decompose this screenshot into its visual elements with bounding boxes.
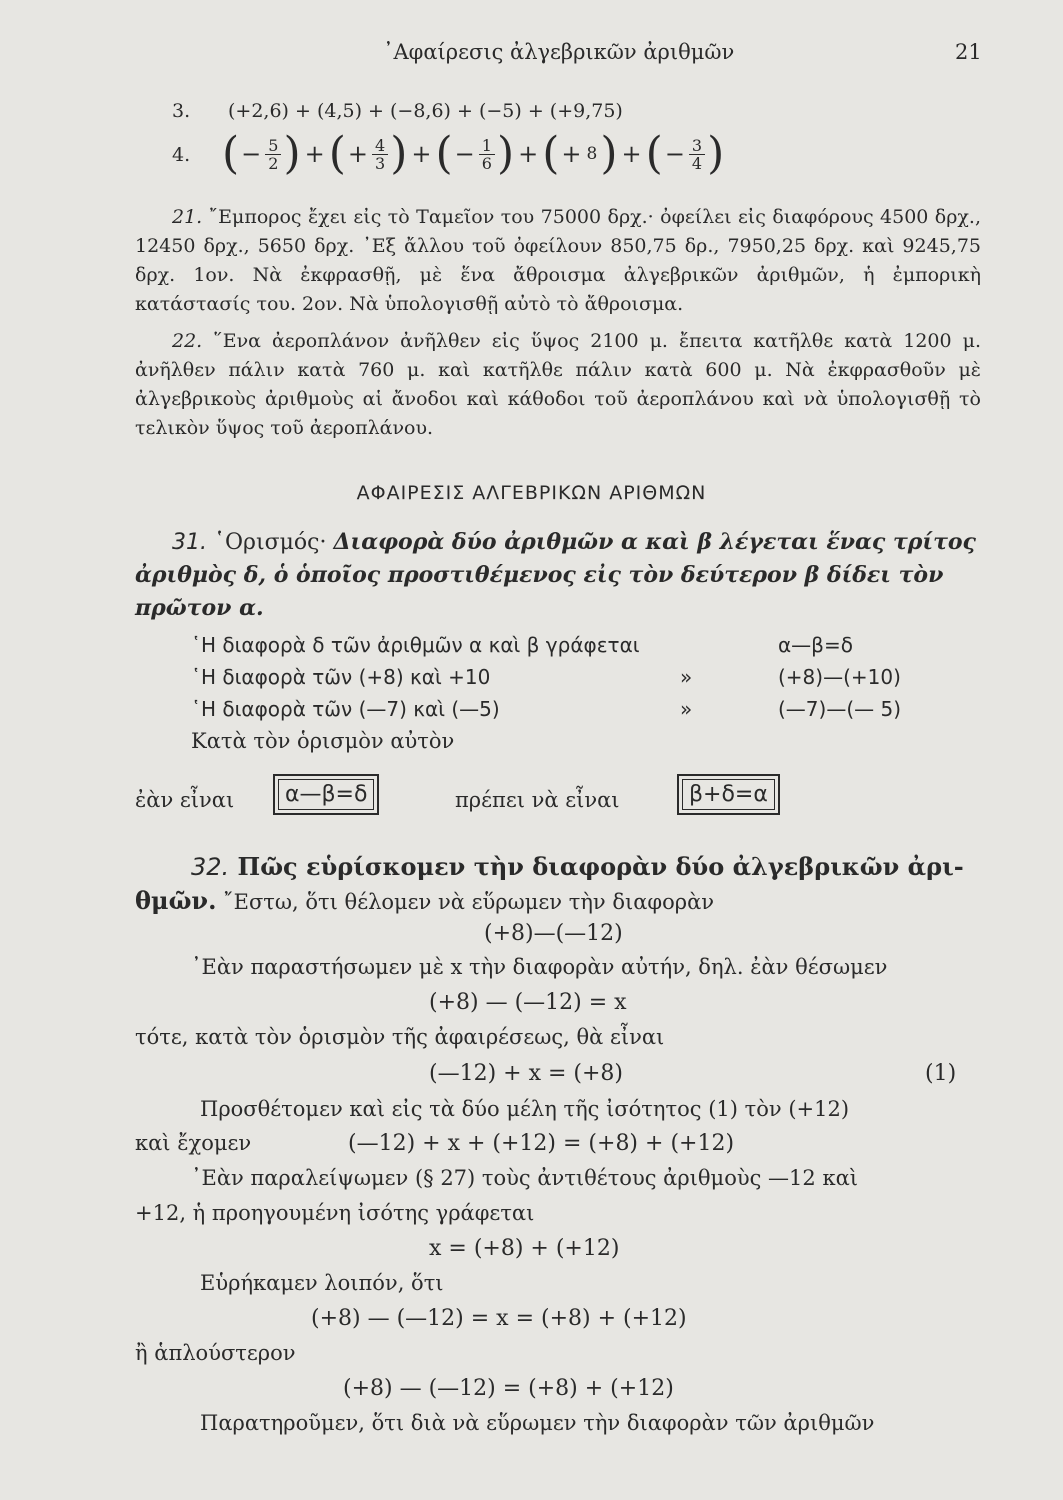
term-sign: − — [241, 140, 262, 168]
body-text: τότε, κατὰ τὸν ὁρισμὸν τῆς ἀφαιρέσεως, θὰ εἶναι — [135, 1025, 665, 1049]
problem-text: ῞Ενα ἀεροπλάνον ἀνῆλθεν εἰς ὕψος 2100 μ. ἔπειτα κατῆλθε κατὰ 1200 μ. ἀνῆλθεν πάλιν κατὰ 760 μ. καὶ κατῆλθε πάλιν κατὰ 600 μ. Νὰ ἐκφρασθοῦν μὲ ἀλγεβρικοὺς ἀριθμοὺς αἱ ἄνοδοι καὶ κάθοδοι τοῦ ἀεροπλάνου καὶ νὰ ὑπολογισθῇ τὸ τελικὸν ὕψος τοῦ ἀεροπλάνου. — [135, 330, 981, 439]
boxed-equation-sum: β+δ=α — [677, 774, 780, 815]
section-32-line1 — [135, 886, 714, 915]
term-sign: + — [561, 140, 582, 168]
problem-text: ῎Εμπορος ἔχει εἰς τὸ Ταμεῖον του 75000 δρχ.· ὀφείλει εἰς διαφόρους 4500 δρχ., 12450 δρχ., 5650 δρχ. ᾿Εξ ἄλλου τοῦ ὀφείλουν 850,75 δρ., 7950,25 δρχ. καὶ 9245,75 δρχ. 1ον. Νὰ ἐκφρασθῇ, μὲ ἕνα ἄθροισμα ἀλγεβρικῶν ἀριθμῶν, ἡ ἐμπορικὴ κατάστασίς του. 2ον. Νὰ ὑπολογισθῇ αὐτὸ τὸ ἄθροισμα. — [135, 206, 981, 315]
body-text: ῎Εστω, ὅτι θέλομεν νὰ εὕρωμεν τὴν διαφορὰν — [223, 890, 715, 914]
page-number: 21 — [955, 40, 982, 64]
exercise-3-expression: (+2,6) + (4,5) + (−8,6) + (−5) + (+9,75) — [228, 100, 623, 122]
difference-row-3-text: ῾Η διαφορὰ τῶν (—7) καὶ (—5) — [191, 697, 500, 721]
body-text: +12, ἡ προηγουμένη ἰσότης γράφεται — [135, 1201, 535, 1225]
section-heading: ΑΦΑΙΡΕΣΙΣ ΑΛΓΕΒΡΙΚΩΝ ΑΡΙΘΜΩΝ — [356, 482, 707, 504]
exercise-3-number: 3. — [172, 100, 191, 122]
difference-row-1-formula: α—β=δ — [778, 633, 853, 657]
fraction: $\frac{4}{3}$ — [372, 137, 388, 172]
equation-3: (—12) + x = (+8) — [429, 1061, 624, 1086]
if-label: ἐὰν εἶναι — [135, 788, 235, 812]
body-text: Παρατηροῦμεν, ὅτι διὰ νὰ εὕρωμεν τὴν διαφορὰν τῶν ἀριθμῶν — [200, 1411, 875, 1435]
section-title: ῾Ορισμός· — [214, 530, 327, 555]
equation-2: (+8) — (—12) = x — [429, 990, 627, 1015]
body-text: Εὑρήκαμεν λοιπόν, ὅτι — [200, 1271, 444, 1295]
difference-row-2-text: ῾Η διαφορὰ τῶν (+8) καὶ +10 — [191, 665, 491, 689]
must-label: πρέπει νὰ εἶναι — [455, 788, 620, 812]
body-text: ᾿Εὰν παραλείψωμεν (§ 27) τοὺς ἀντιθέτους ἀριθμοὺς —12 καὶ — [191, 1166, 858, 1190]
definition-text: Διαφορὰ δύο ἀριθμῶν α καὶ β λέγεται ἕνας τρίτος ἀριθμὸς δ, ὁ ὁποῖος προστιθέμενος εἰς τὸν δεύτερον β δίδει τὸν πρῶτον α. — [135, 529, 976, 621]
section-32-title — [191, 852, 964, 881]
equation-4: (—12) + x + (+12) = (+8) + (+12) — [348, 1131, 735, 1156]
problem-number: 22. — [172, 330, 203, 352]
equation-3-tag: (1) — [925, 1061, 957, 1086]
body-text: ἢ ἁπλούστερον — [135, 1341, 296, 1365]
difference-row-2-formula: (+8)—(+10) — [778, 665, 901, 689]
equation-7: (+8) — (—12) = (+8) + (+12) — [343, 1376, 674, 1401]
ditto-mark: » — [680, 697, 693, 721]
equation-5: x = (+8) + (+12) — [429, 1236, 620, 1261]
fraction: $\frac{1}{6}$ — [479, 137, 495, 172]
term-sign: − — [664, 140, 685, 168]
term-sign: + — [347, 140, 369, 168]
problem-21 — [135, 203, 981, 319]
body-text: Προσθέτομεν καὶ εἰς τὰ δύο μέλη τῆς ἰσότητος (1) τὸν (+12) — [200, 1097, 850, 1121]
section-title-line2: θμῶν. — [135, 886, 217, 915]
boxed-equation-difference: α—β=δ — [273, 774, 379, 815]
ditto-mark: » — [680, 665, 693, 689]
fraction: $\frac{5}{2}$ — [265, 137, 281, 172]
running-title: ᾿Αφαίρεσις ἀλγεβρικῶν ἀριθμῶν — [383, 40, 735, 64]
body-text: ᾿Εὰν παραστήσωμεν μὲ x τὴν διαφορὰν αὐτήν, δηλ. ἐὰν θέσωμεν — [191, 955, 888, 979]
definition-intro: Κατὰ τὸν ὁρισμὸν αὐτὸν — [191, 729, 455, 753]
problem-22 — [135, 327, 981, 443]
section-number: 31. — [172, 530, 207, 555]
section-title-line1: Πῶς εὑρίσκομεν τὴν διαφορὰν δύο ἀλγεβρικῶν ἀρι- — [237, 852, 964, 881]
difference-row-3-formula: (—7)—(— 5) — [778, 697, 902, 721]
problem-number: 21. — [172, 206, 203, 228]
whole-number: 8 — [586, 144, 598, 164]
section-31-definition — [135, 526, 981, 625]
equation-1: (+8)—(—12) — [484, 921, 623, 946]
equation-6: (+8) — (—12) = x = (+8) + (+12) — [311, 1306, 687, 1331]
fraction: $\frac{3}{4}$ — [689, 137, 705, 172]
difference-row-1-text: ῾Η διαφορὰ δ τῶν ἀριθμῶν α καὶ β γράφεται — [191, 633, 640, 657]
exercise-4-number: 4. — [172, 144, 191, 166]
section-number: 32. — [191, 853, 230, 881]
term-sign: − — [454, 140, 475, 168]
body-text: καὶ ἔχομεν — [135, 1131, 252, 1155]
exercise-4-expression: ( − $\frac{5}{2}$ ) + ( + $\frac{4}{3}$ ) + ( − $\frac{1}{6}$ ) + ( + 8 ) + ( − $\frac{3}{4}$ ) — [222, 128, 725, 179]
